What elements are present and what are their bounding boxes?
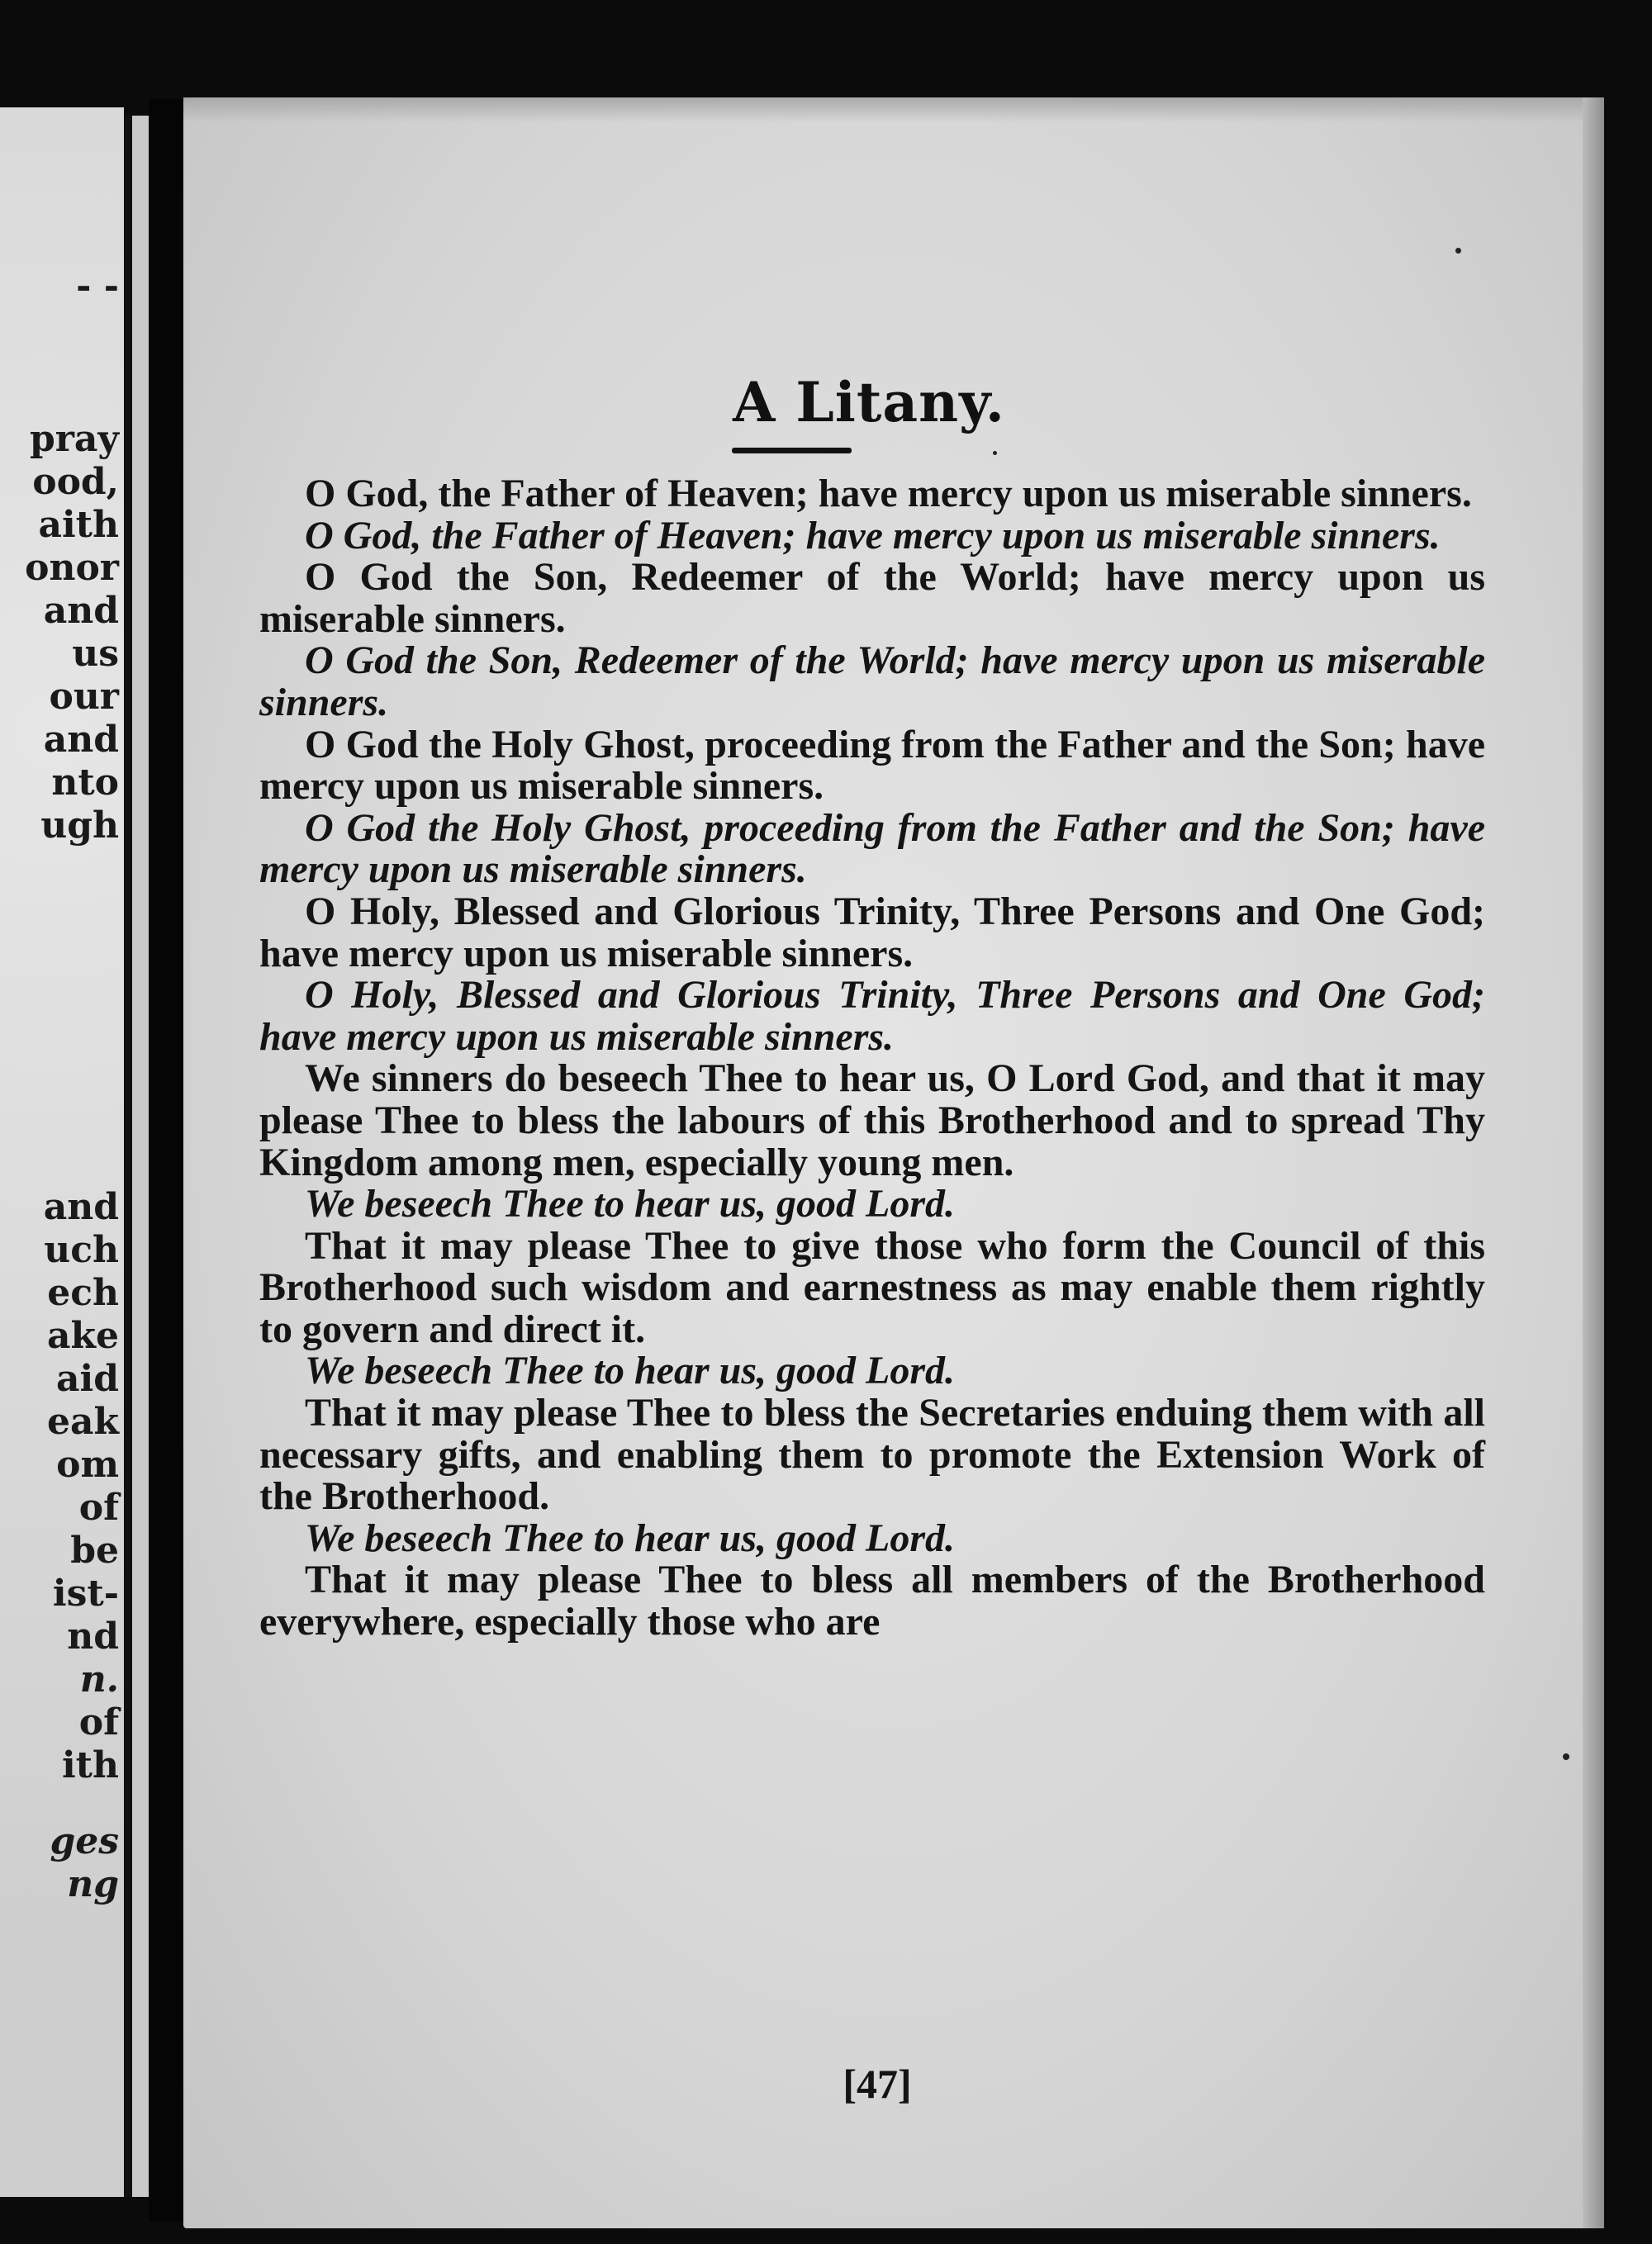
- facing-page-fragment: n.: [79, 1658, 119, 1701]
- response-paragraph: We beseech Thee to hear us, good Lord.: [305, 1349, 956, 1393]
- facing-page-fragment: our: [49, 676, 119, 718]
- facing-page-fragment: aid: [56, 1358, 119, 1400]
- title-rule: [732, 448, 852, 453]
- page-top-shadow: [183, 97, 1604, 122]
- response-paragraph: We beseech Thee to hear us, good Lord.: [305, 1182, 956, 1226]
- facing-page-fragment: uch: [44, 1229, 119, 1271]
- paper-speck: [993, 451, 997, 455]
- facing-page-fragment: and: [43, 590, 119, 632]
- gutter-shadow: [149, 99, 188, 2222]
- response-paragraph: O God the Son, Redeemer of the World; have mercy upon us miserable sinners.: [259, 638, 1485, 724]
- facing-page-fragment: and: [43, 719, 119, 761]
- petition-paragraph: O God the Son, Redeemer of the World; have mercy upon us miserable sinners.: [259, 555, 1485, 641]
- petition-paragraph: That it may please Thee to give those who form the Council of this Brotherhood such wisdom and earnestness as may enable them rightly to govern and direct it.: [259, 1223, 1485, 1351]
- facing-page-fragment: of: [78, 1701, 119, 1743]
- facing-page-fragment: onor: [25, 547, 119, 589]
- facing-page-fragment: ood,: [32, 461, 119, 503]
- facing-page-fragment: ech: [47, 1272, 119, 1314]
- paper-speck: [1563, 1753, 1569, 1760]
- facing-page-fragment: of: [78, 1487, 119, 1529]
- response-paragraph: O God, the Father of Heaven; have mercy upon us miserable sinners.: [305, 513, 1441, 557]
- petition-paragraph: That it may please Thee to bless the Secretaries enduing them with all necessary gifts, and enabling them to promote the Extension Work of the Brotherhood.: [259, 1391, 1485, 1519]
- petition-paragraph: O God the Holy Ghost, proceeding from the Father and the Son; have mercy upon us miserable sinners.: [259, 722, 1485, 809]
- facing-page-left: [0, 107, 124, 2197]
- petition-paragraph: O God, the Father of Heaven; have mercy upon us miserable sinners.: [305, 472, 1472, 515]
- response-paragraph: We beseech Thee to hear us, good Lord.: [305, 1516, 956, 1560]
- facing-page-fragment: pray: [29, 418, 119, 460]
- litany-text: [259, 473, 1485, 1644]
- facing-page-fragment: nto: [51, 761, 119, 804]
- petition-paragraph: We sinners do beseech Thee to hear us, O Lord God, and that it may please Thee to bless the labours of this Brotherhood and to spread Thy Kingdom among men, especially young men.: [259, 1056, 1485, 1184]
- book-page: [183, 97, 1604, 2228]
- facing-page-fragment: ist-: [52, 1573, 119, 1615]
- response-paragraph: O God the Holy Ghost, proceeding from the Father and the Son; have mercy upon us miserable sinners.: [259, 805, 1485, 892]
- facing-page-fragment: eak: [47, 1401, 119, 1443]
- facing-page-fragment: be: [70, 1530, 119, 1572]
- petition-paragraph: That it may please Thee to bless all members of the Brotherhood everywhere, especially those who are: [259, 1558, 1485, 1644]
- page-number: [47]: [843, 2061, 912, 2107]
- facing-page-fragment: ith: [61, 1744, 119, 1786]
- paper-speck: [1455, 248, 1461, 254]
- facing-page-fragment: ng: [67, 1863, 119, 1905]
- facing-page-fragment: ugh: [40, 804, 119, 847]
- petition-paragraph: O Holy, Blessed and Glorious Trinity, Three Persons and One God; have mercy upon us miserable sinners.: [259, 889, 1485, 975]
- facing-page-fragment: om: [56, 1444, 119, 1486]
- page-title: A Litany.: [733, 370, 1005, 434]
- page-edge: [1583, 97, 1604, 2228]
- facing-page-fragment: and: [43, 1186, 119, 1228]
- facing-page-fragment: aith: [38, 504, 119, 546]
- facing-page-fragment: - -: [76, 265, 119, 307]
- facing-page-fragment: nd: [67, 1615, 119, 1658]
- facing-page-fragment: ges: [50, 1820, 119, 1862]
- response-paragraph: O Holy, Blessed and Glorious Trinity, Three Persons and One God; have mercy upon us miserable sinners.: [259, 973, 1485, 1059]
- facing-page-fragment: us: [72, 633, 119, 675]
- facing-page-fragment: ake: [47, 1315, 119, 1357]
